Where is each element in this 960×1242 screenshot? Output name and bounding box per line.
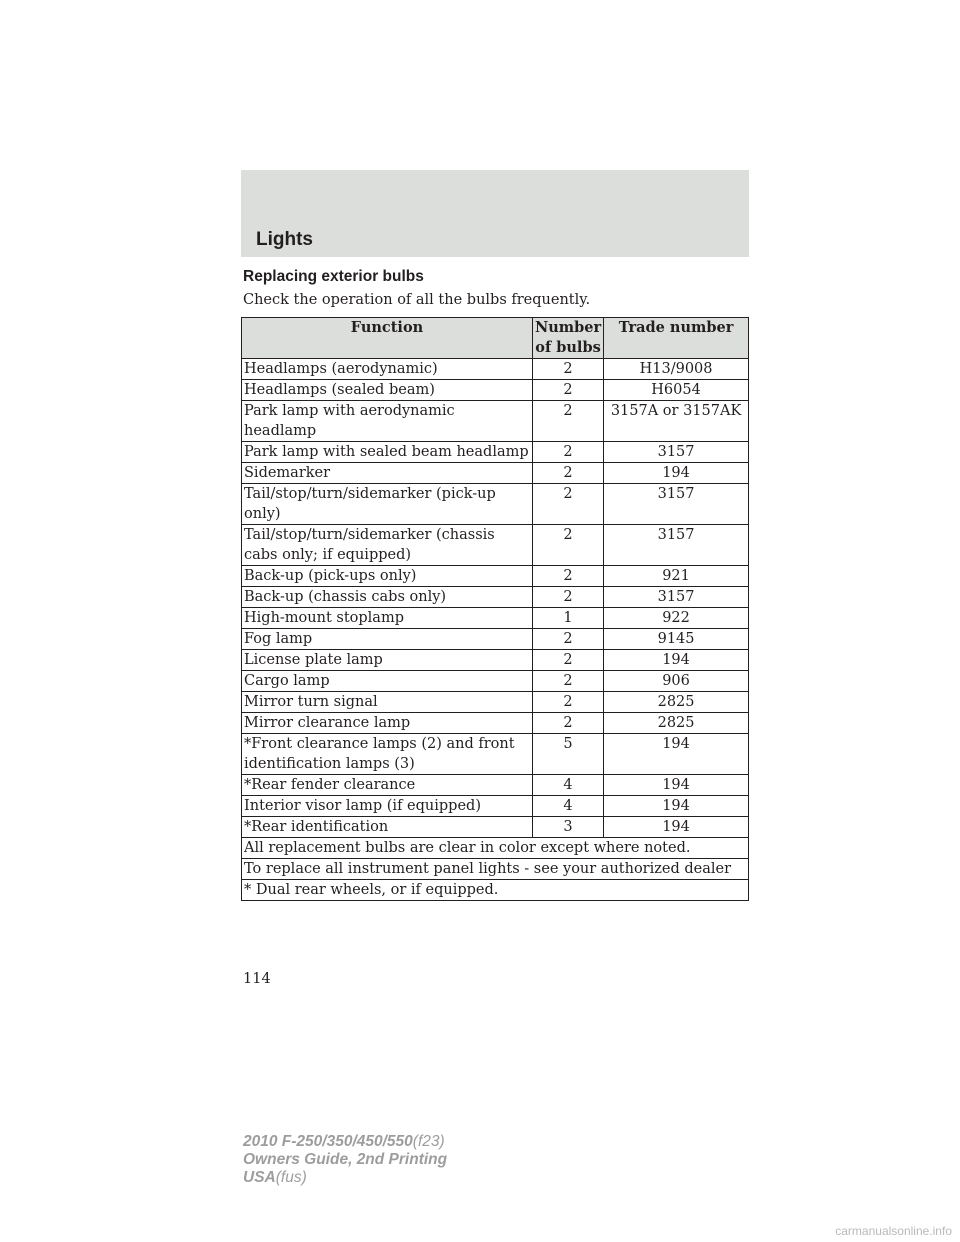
cell-trade: 3157 — [604, 525, 749, 566]
cell-number: 2 — [532, 442, 603, 463]
cell-function: Fog lamp — [242, 629, 533, 650]
cell-function: *Rear fender clearance — [242, 775, 533, 796]
table-row — [242, 359, 749, 380]
table-row — [242, 463, 749, 484]
intro-text: Check the operation of all the bulbs frequently. — [243, 292, 591, 308]
cell-function: *Front clearance lamps (2) and front identification lamps (3) — [242, 734, 533, 775]
cell-trade: 921 — [604, 566, 749, 587]
cell-function: Cargo lamp — [242, 671, 533, 692]
footer-line-2: Owners Guide, 2nd Printing — [243, 1151, 448, 1168]
footer-market: USA — [243, 1169, 276, 1186]
table-row — [242, 608, 749, 629]
cell-trade: 194 — [604, 734, 749, 775]
cell-function: Headlamps (aerodynamic) — [242, 359, 533, 380]
cell-number: 3 — [532, 817, 603, 838]
cell-function: Park lamp with aerodynamic headlamp — [242, 401, 533, 442]
cell-trade: 194 — [604, 796, 749, 817]
section-header-band — [241, 170, 749, 257]
table-row — [242, 671, 749, 692]
table-row — [242, 650, 749, 671]
table-row — [242, 817, 749, 838]
table-row — [242, 401, 749, 442]
cell-trade: 2825 — [604, 692, 749, 713]
table-row — [242, 380, 749, 401]
table-row — [242, 442, 749, 463]
cell-trade: 2825 — [604, 713, 749, 734]
table-row — [242, 629, 749, 650]
cell-number: 4 — [532, 796, 603, 817]
cell-number: 2 — [532, 629, 603, 650]
table-body — [242, 359, 749, 901]
table-note: To replace all instrument panel lights - see your authorized dealer — [242, 859, 749, 880]
table-note: * Dual rear wheels, or if equipped. — [242, 880, 749, 901]
cell-number: 2 — [532, 713, 603, 734]
cell-trade: 194 — [604, 775, 749, 796]
table-row — [242, 713, 749, 734]
cell-number: 2 — [532, 692, 603, 713]
cell-number: 2 — [532, 525, 603, 566]
cell-function: Park lamp with sealed beam headlamp — [242, 442, 533, 463]
cell-function: Tail/stop/turn/sidemarker (chassis cabs only; if equipped) — [242, 525, 533, 566]
cell-function: Back-up (chassis cabs only) — [242, 587, 533, 608]
table-row — [242, 566, 749, 587]
footer-model: 2010 F-250/350/450/550 — [243, 1133, 413, 1150]
cell-function: Headlamps (sealed beam) — [242, 380, 533, 401]
cell-number: 5 — [532, 734, 603, 775]
cell-function: Mirror clearance lamp — [242, 713, 533, 734]
footer-model-code: (f23) — [412, 1133, 445, 1150]
cell-trade: 922 — [604, 608, 749, 629]
cell-number: 2 — [532, 401, 603, 442]
table-note-row — [242, 838, 749, 859]
column-header-trade: Trade number — [604, 318, 749, 359]
table-row — [242, 484, 749, 525]
footer-line-1 — [243, 1133, 447, 1151]
table-row — [242, 734, 749, 775]
cell-number: 2 — [532, 566, 603, 587]
table-row — [242, 525, 749, 566]
document-footer — [243, 1133, 447, 1187]
cell-number: 2 — [532, 484, 603, 525]
cell-number: 2 — [532, 650, 603, 671]
cell-function: Mirror turn signal — [242, 692, 533, 713]
cell-trade: 194 — [604, 817, 749, 838]
cell-function: License plate lamp — [242, 650, 533, 671]
chapter-title: Lights — [256, 229, 313, 250]
cell-trade: H6054 — [604, 380, 749, 401]
column-header-number: Number of bulbs — [532, 318, 603, 359]
cell-trade: 194 — [604, 463, 749, 484]
cell-number: 2 — [532, 380, 603, 401]
cell-number: 2 — [532, 463, 603, 484]
table-note-row — [242, 859, 749, 880]
cell-function: High-mount stoplamp — [242, 608, 533, 629]
watermark: carmanualsonline.info — [835, 1224, 952, 1238]
cell-number: 1 — [532, 608, 603, 629]
footer-line-3 — [243, 1169, 447, 1187]
cell-trade: H13/9008 — [604, 359, 749, 380]
bulb-table — [241, 317, 749, 901]
cell-trade: 194 — [604, 650, 749, 671]
cell-number: 4 — [532, 775, 603, 796]
page-number: 114 — [243, 971, 271, 987]
table-row — [242, 775, 749, 796]
footer-market-code: (fus) — [275, 1169, 307, 1186]
table-row — [242, 796, 749, 817]
table-row — [242, 692, 749, 713]
table-note-row — [242, 880, 749, 901]
section-heading: Replacing exterior bulbs — [243, 268, 424, 285]
cell-trade: 9145 — [604, 629, 749, 650]
cell-trade: 3157 — [604, 587, 749, 608]
cell-function: Sidemarker — [242, 463, 533, 484]
cell-number: 2 — [532, 671, 603, 692]
cell-number: 2 — [532, 359, 603, 380]
cell-trade: 3157 — [604, 442, 749, 463]
cell-trade: 3157 — [604, 484, 749, 525]
cell-trade: 906 — [604, 671, 749, 692]
cell-function: *Rear identification — [242, 817, 533, 838]
cell-function: Interior visor lamp (if equipped) — [242, 796, 533, 817]
column-header-function: Function — [242, 318, 533, 359]
table-note: All replacement bulbs are clear in color except where noted. — [242, 838, 749, 859]
cell-function: Tail/stop/turn/sidemarker (pick-up only) — [242, 484, 533, 525]
table-header-row — [242, 318, 749, 359]
cell-trade: 3157A or 3157AK — [604, 401, 749, 442]
cell-function: Back-up (pick-ups only) — [242, 566, 533, 587]
table-row — [242, 587, 749, 608]
cell-number: 2 — [532, 587, 603, 608]
